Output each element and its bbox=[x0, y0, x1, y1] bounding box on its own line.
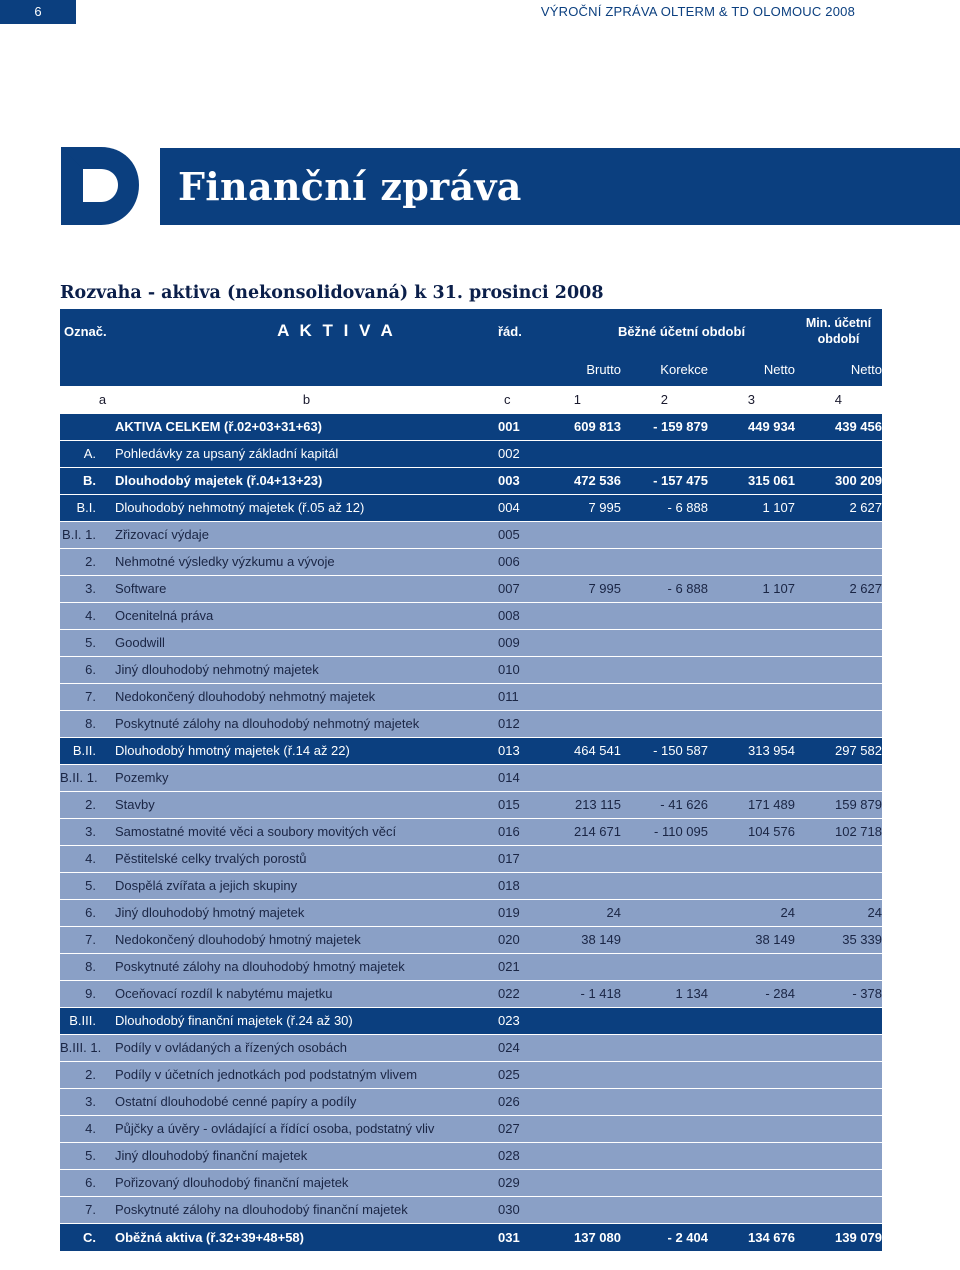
row-code: 7. bbox=[60, 926, 115, 953]
row-korekce bbox=[621, 1061, 708, 1088]
row-code: 9. bbox=[60, 980, 115, 1007]
row-name: Pozemky bbox=[115, 764, 498, 791]
row-netto-prev bbox=[795, 548, 882, 575]
row-code: C. bbox=[60, 1223, 115, 1251]
row-korekce: - 159 879 bbox=[621, 413, 708, 440]
section-subtitle: Rozvaha - aktiva (nekonsolidovaná) k 31. prosinci 2008 bbox=[60, 283, 604, 303]
header-ozn: Označ. bbox=[64, 323, 107, 339]
table-row bbox=[60, 845, 882, 872]
table-row bbox=[60, 764, 882, 791]
row-brutto bbox=[568, 1115, 621, 1142]
row-rad: 026 bbox=[498, 1088, 568, 1115]
row-korekce: - 2 404 bbox=[621, 1223, 708, 1251]
row-brutto: 38 149 bbox=[568, 926, 621, 953]
row-name: Poskytnuté zálohy na dlouhodobý nehmotný majetek bbox=[115, 710, 498, 737]
row-korekce bbox=[621, 1115, 708, 1142]
row-name: Ostatní dlouhodobé cenné papíry a podíly bbox=[115, 1088, 498, 1115]
table-row bbox=[60, 413, 882, 440]
row-korekce bbox=[621, 764, 708, 791]
row-korekce bbox=[621, 1088, 708, 1115]
table-row bbox=[60, 791, 882, 818]
row-netto-prev bbox=[795, 1169, 882, 1196]
table-row bbox=[60, 737, 882, 764]
table-row bbox=[60, 656, 882, 683]
row-rad: 009 bbox=[498, 629, 568, 656]
row-netto-prev bbox=[795, 764, 882, 791]
row-name: Dlouhodobý hmotný majetek (ř.14 až 22) bbox=[115, 737, 498, 764]
row-name: Dospělá zvířata a jejich skupiny bbox=[115, 872, 498, 899]
row-code: B. bbox=[60, 467, 115, 494]
row-code: 2. bbox=[60, 1061, 115, 1088]
row-name: Dlouhodobý nehmotný majetek (ř.05 až 12) bbox=[115, 494, 498, 521]
row-rad: 019 bbox=[498, 899, 568, 926]
row-rad: 003 bbox=[498, 467, 568, 494]
row-code: B.II. 1. bbox=[60, 764, 115, 791]
row-brutto bbox=[568, 1142, 621, 1169]
row-code: 5. bbox=[60, 629, 115, 656]
col-letter-c: c bbox=[504, 391, 511, 407]
table-subheader-row bbox=[60, 353, 882, 386]
row-netto-prev bbox=[795, 602, 882, 629]
row-rad: 001 bbox=[498, 413, 568, 440]
row-rad: 027 bbox=[498, 1115, 568, 1142]
row-brutto bbox=[568, 683, 621, 710]
table-row bbox=[60, 1088, 882, 1115]
row-brutto bbox=[568, 1007, 621, 1034]
row-name: Dlouhodobý majetek (ř.04+13+23) bbox=[115, 467, 498, 494]
row-code bbox=[60, 413, 115, 440]
row-code: 2. bbox=[60, 548, 115, 575]
table-row bbox=[60, 980, 882, 1007]
row-korekce bbox=[621, 656, 708, 683]
row-netto: 449 934 bbox=[708, 413, 795, 440]
row-brutto bbox=[568, 1088, 621, 1115]
row-name: Ocenitelná práva bbox=[115, 602, 498, 629]
row-netto-prev bbox=[795, 1115, 882, 1142]
row-korekce: - 150 587 bbox=[621, 737, 708, 764]
row-brutto bbox=[568, 845, 621, 872]
row-korekce bbox=[621, 1169, 708, 1196]
row-brutto: 464 541 bbox=[568, 737, 621, 764]
table-row bbox=[60, 683, 882, 710]
row-rad: 011 bbox=[498, 683, 568, 710]
row-korekce bbox=[621, 953, 708, 980]
row-netto bbox=[708, 764, 795, 791]
table-row bbox=[60, 1169, 882, 1196]
row-name: Oběžná aktiva (ř.32+39+48+58) bbox=[115, 1223, 498, 1251]
row-rad: 013 bbox=[498, 737, 568, 764]
row-code: 6. bbox=[60, 899, 115, 926]
row-korekce bbox=[621, 1034, 708, 1061]
row-rad: 002 bbox=[498, 440, 568, 467]
row-name: Poskytnuté zálohy na dlouhodobý finanční majetek bbox=[115, 1196, 498, 1223]
row-netto-prev bbox=[795, 710, 882, 737]
row-rad: 028 bbox=[498, 1142, 568, 1169]
row-rad: 021 bbox=[498, 953, 568, 980]
row-korekce bbox=[621, 629, 708, 656]
row-code: 5. bbox=[60, 1142, 115, 1169]
row-korekce: - 110 095 bbox=[621, 818, 708, 845]
table-row bbox=[60, 629, 882, 656]
table-row bbox=[60, 1142, 882, 1169]
row-code: 5. bbox=[60, 872, 115, 899]
row-rad: 024 bbox=[498, 1034, 568, 1061]
table-row bbox=[60, 953, 882, 980]
row-name: Pohledávky za upsaný základní kapitál bbox=[115, 440, 498, 467]
table-row bbox=[60, 1034, 882, 1061]
row-code: 7. bbox=[60, 1196, 115, 1223]
row-netto-prev: 35 339 bbox=[795, 926, 882, 953]
row-netto-prev bbox=[795, 872, 882, 899]
row-brutto bbox=[568, 1196, 621, 1223]
running-header: VÝROČNÍ ZPRÁVA OLTERM & TD OLOMOUC 2008 bbox=[540, 4, 855, 19]
header-korekce: Korekce bbox=[660, 362, 708, 377]
row-rad: 010 bbox=[498, 656, 568, 683]
row-code: A. bbox=[60, 440, 115, 467]
table-row bbox=[60, 602, 882, 629]
row-brutto bbox=[568, 1169, 621, 1196]
row-korekce: 1 134 bbox=[621, 980, 708, 1007]
row-name: Goodwill bbox=[115, 629, 498, 656]
row-korekce: - 41 626 bbox=[621, 791, 708, 818]
row-rad: 014 bbox=[498, 764, 568, 791]
row-brutto bbox=[568, 710, 621, 737]
row-korekce: - 6 888 bbox=[621, 494, 708, 521]
row-rad: 012 bbox=[498, 710, 568, 737]
row-code: 7. bbox=[60, 683, 115, 710]
row-netto bbox=[708, 710, 795, 737]
row-code: B.III. bbox=[60, 1007, 115, 1034]
table-row bbox=[60, 899, 882, 926]
row-code: 8. bbox=[60, 953, 115, 980]
row-brutto: 24 bbox=[568, 899, 621, 926]
row-netto: 315 061 bbox=[708, 467, 795, 494]
row-code: 3. bbox=[60, 1088, 115, 1115]
row-rad: 016 bbox=[498, 818, 568, 845]
row-brutto bbox=[568, 521, 621, 548]
table-row bbox=[60, 926, 882, 953]
row-netto-prev: 439 456 bbox=[795, 413, 882, 440]
table-row bbox=[60, 1223, 882, 1251]
row-brutto bbox=[568, 1061, 621, 1088]
row-netto-prev: 139 079 bbox=[795, 1223, 882, 1251]
row-name: Zřizovací výdaje bbox=[115, 521, 498, 548]
row-korekce bbox=[621, 926, 708, 953]
table-row bbox=[60, 1115, 882, 1142]
row-brutto bbox=[568, 953, 621, 980]
row-name: Nedokončený dlouhodobý hmotný majetek bbox=[115, 926, 498, 953]
row-korekce bbox=[621, 521, 708, 548]
table-row bbox=[60, 575, 882, 602]
table-row bbox=[60, 521, 882, 548]
row-name: Podíly v účetních jednotkách pod podstatným vlivem bbox=[115, 1061, 498, 1088]
row-rad: 020 bbox=[498, 926, 568, 953]
page-number: 6 bbox=[0, 0, 76, 24]
row-rad: 022 bbox=[498, 980, 568, 1007]
row-brutto bbox=[568, 602, 621, 629]
row-name: Dlouhodobý finanční majetek (ř.24 až 30) bbox=[115, 1007, 498, 1034]
row-netto: 134 676 bbox=[708, 1223, 795, 1251]
row-netto: 171 489 bbox=[708, 791, 795, 818]
row-netto bbox=[708, 1007, 795, 1034]
row-netto bbox=[708, 1115, 795, 1142]
row-code: 3. bbox=[60, 818, 115, 845]
table-row bbox=[60, 440, 882, 467]
column-letter-row bbox=[60, 386, 882, 413]
row-netto-prev: 102 718 bbox=[795, 818, 882, 845]
row-rad: 004 bbox=[498, 494, 568, 521]
row-name: Nedokončený dlouhodobý nehmotný majetek bbox=[115, 683, 498, 710]
row-rad: 005 bbox=[498, 521, 568, 548]
row-netto-prev: 2 627 bbox=[795, 494, 882, 521]
row-netto: 38 149 bbox=[708, 926, 795, 953]
row-korekce bbox=[621, 872, 708, 899]
row-brutto: - 1 418 bbox=[568, 980, 621, 1007]
header-rad: řád. bbox=[498, 323, 522, 339]
row-korekce bbox=[621, 899, 708, 926]
row-netto bbox=[708, 1196, 795, 1223]
row-netto-prev bbox=[795, 845, 882, 872]
row-netto-prev: 297 582 bbox=[795, 737, 882, 764]
table-row bbox=[60, 1196, 882, 1223]
row-netto-prev bbox=[795, 1142, 882, 1169]
header-brutto: Brutto bbox=[586, 362, 621, 377]
row-netto-prev bbox=[795, 683, 882, 710]
row-rad: 018 bbox=[498, 872, 568, 899]
row-brutto: 214 671 bbox=[568, 818, 621, 845]
col-letter-a: a bbox=[98, 391, 107, 407]
row-name: AKTIVA CELKEM (ř.02+03+31+63) bbox=[115, 413, 498, 440]
row-netto bbox=[708, 548, 795, 575]
table-row bbox=[60, 1061, 882, 1088]
row-netto bbox=[708, 1088, 795, 1115]
logo-icon bbox=[61, 147, 139, 225]
row-netto bbox=[708, 953, 795, 980]
row-code: B.I. 1. bbox=[60, 521, 115, 548]
row-brutto bbox=[568, 1034, 621, 1061]
row-brutto: 7 995 bbox=[568, 494, 621, 521]
row-name: Samostatné movité věci a soubory movitých věcí bbox=[115, 818, 498, 845]
row-netto bbox=[708, 602, 795, 629]
row-name: Stavby bbox=[115, 791, 498, 818]
row-rad: 007 bbox=[498, 575, 568, 602]
row-netto: 24 bbox=[708, 899, 795, 926]
row-name: Oceňovací rozdíl k nabytému majetku bbox=[115, 980, 498, 1007]
row-brutto: 472 536 bbox=[568, 467, 621, 494]
header-previous-period: Min. účetní období bbox=[805, 316, 872, 346]
row-name: Jiný dlouhodobý hmotný majetek bbox=[115, 899, 498, 926]
row-korekce bbox=[621, 1196, 708, 1223]
row-code: B.I. bbox=[60, 494, 115, 521]
row-code: 6. bbox=[60, 656, 115, 683]
row-netto-prev bbox=[795, 1088, 882, 1115]
header-netto: Netto bbox=[763, 362, 795, 377]
row-korekce bbox=[621, 548, 708, 575]
col-letter-2: 2 bbox=[660, 391, 668, 407]
row-netto bbox=[708, 521, 795, 548]
row-korekce: - 6 888 bbox=[621, 575, 708, 602]
col-letter-1: 1 bbox=[573, 391, 581, 407]
col-letter-3: 3 bbox=[747, 391, 755, 407]
row-brutto bbox=[568, 440, 621, 467]
row-code: 2. bbox=[60, 791, 115, 818]
row-brutto: 213 115 bbox=[568, 791, 621, 818]
row-netto-prev bbox=[795, 440, 882, 467]
row-netto-prev bbox=[795, 521, 882, 548]
row-netto-prev bbox=[795, 1061, 882, 1088]
row-brutto bbox=[568, 872, 621, 899]
row-korekce bbox=[621, 1142, 708, 1169]
row-netto-prev bbox=[795, 629, 882, 656]
row-code: 8. bbox=[60, 710, 115, 737]
row-rad: 006 bbox=[498, 548, 568, 575]
row-netto: 313 954 bbox=[708, 737, 795, 764]
header-current-period: Běžné účetní období bbox=[617, 323, 746, 339]
row-korekce bbox=[621, 1007, 708, 1034]
row-netto: - 284 bbox=[708, 980, 795, 1007]
row-code: 4. bbox=[60, 1115, 115, 1142]
row-code: 4. bbox=[60, 602, 115, 629]
row-netto-prev bbox=[795, 656, 882, 683]
row-rad: 025 bbox=[498, 1061, 568, 1088]
table-row bbox=[60, 548, 882, 575]
row-korekce: - 157 475 bbox=[621, 467, 708, 494]
table-row bbox=[60, 710, 882, 737]
row-netto-prev bbox=[795, 1034, 882, 1061]
row-korekce bbox=[621, 440, 708, 467]
row-name: Pěstitelské celky trvalých porostů bbox=[115, 845, 498, 872]
row-brutto bbox=[568, 656, 621, 683]
row-netto-prev: 2 627 bbox=[795, 575, 882, 602]
table-header-row bbox=[60, 309, 882, 353]
row-brutto: 7 995 bbox=[568, 575, 621, 602]
table-row bbox=[60, 494, 882, 521]
row-netto: 1 107 bbox=[708, 494, 795, 521]
table-row bbox=[60, 872, 882, 899]
col-letter-4: 4 bbox=[834, 391, 842, 407]
row-netto-prev bbox=[795, 953, 882, 980]
balance-sheet-table bbox=[60, 309, 882, 1251]
row-netto bbox=[708, 872, 795, 899]
header-aktiva: A K T I V A bbox=[277, 321, 396, 340]
row-rad: 017 bbox=[498, 845, 568, 872]
row-korekce bbox=[621, 602, 708, 629]
row-brutto bbox=[568, 629, 621, 656]
row-rad: 015 bbox=[498, 791, 568, 818]
row-netto bbox=[708, 1142, 795, 1169]
row-netto: 104 576 bbox=[708, 818, 795, 845]
row-code: 3. bbox=[60, 575, 115, 602]
row-netto-prev bbox=[795, 1196, 882, 1223]
row-netto bbox=[708, 629, 795, 656]
row-netto bbox=[708, 1169, 795, 1196]
row-netto-prev: - 378 bbox=[795, 980, 882, 1007]
row-name: Podíly v ovládaných a řízených osobách bbox=[115, 1034, 498, 1061]
row-brutto: 137 080 bbox=[568, 1223, 621, 1251]
row-name: Půjčky a úvěry - ovládající a řídící osoba, podstatný vliv bbox=[115, 1115, 498, 1142]
row-netto bbox=[708, 656, 795, 683]
row-name: Poskytnuté zálohy na dlouhodobý hmotný majetek bbox=[115, 953, 498, 980]
row-netto: 1 107 bbox=[708, 575, 795, 602]
row-code: 6. bbox=[60, 1169, 115, 1196]
row-code: B.II. bbox=[60, 737, 115, 764]
table-row bbox=[60, 1007, 882, 1034]
row-netto-prev: 24 bbox=[795, 899, 882, 926]
row-rad: 029 bbox=[498, 1169, 568, 1196]
table-row bbox=[60, 467, 882, 494]
row-netto bbox=[708, 440, 795, 467]
row-name: Software bbox=[115, 575, 498, 602]
row-korekce bbox=[621, 683, 708, 710]
title-band bbox=[160, 148, 960, 225]
row-code: 4. bbox=[60, 845, 115, 872]
row-name: Jiný dlouhodobý nehmotný majetek bbox=[115, 656, 498, 683]
row-netto-prev bbox=[795, 1007, 882, 1034]
row-code: B.III. 1. bbox=[60, 1034, 115, 1061]
row-brutto bbox=[568, 764, 621, 791]
row-korekce bbox=[621, 845, 708, 872]
row-netto bbox=[708, 683, 795, 710]
row-name: Nehmotné výsledky výzkumu a vývoje bbox=[115, 548, 498, 575]
row-rad: 031 bbox=[498, 1223, 568, 1251]
row-rad: 030 bbox=[498, 1196, 568, 1223]
row-netto-prev: 159 879 bbox=[795, 791, 882, 818]
row-netto bbox=[708, 845, 795, 872]
col-letter-b: b bbox=[302, 391, 311, 407]
row-brutto bbox=[568, 548, 621, 575]
row-brutto: 609 813 bbox=[568, 413, 621, 440]
table-row bbox=[60, 818, 882, 845]
row-name: Pořizovaný dlouhodobý finanční majetek bbox=[115, 1169, 498, 1196]
row-netto-prev: 300 209 bbox=[795, 467, 882, 494]
row-rad: 023 bbox=[498, 1007, 568, 1034]
page-title: Finanční zpráva bbox=[178, 164, 522, 209]
header-netto-prev: Netto bbox=[850, 362, 882, 377]
row-netto bbox=[708, 1061, 795, 1088]
row-korekce bbox=[621, 710, 708, 737]
row-name: Jiný dlouhodobý finanční majetek bbox=[115, 1142, 498, 1169]
row-rad: 008 bbox=[498, 602, 568, 629]
row-netto bbox=[708, 1034, 795, 1061]
